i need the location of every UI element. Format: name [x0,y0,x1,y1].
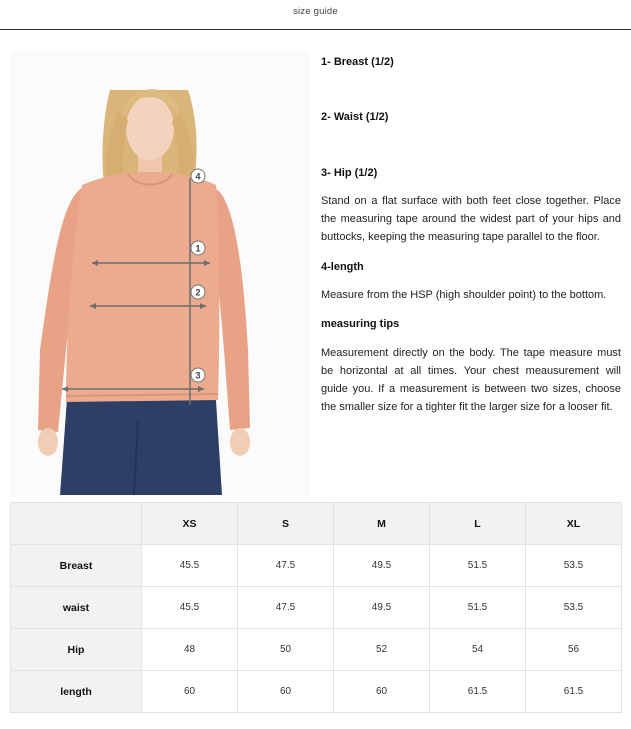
model-figure [10,50,310,495]
table-row [11,629,622,671]
table-cell: 49.5 [334,545,430,587]
table-row [11,587,622,629]
svg-text:3: 3 [195,370,201,381]
marker-2 [191,285,205,299]
table-cell: 61.5 [526,671,622,713]
table-cell: 52 [334,629,430,671]
row-label-breast: Breast [11,545,142,587]
table-row [11,671,622,713]
row-label-hip: Hip [11,629,142,671]
table-cell: 51.5 [430,545,526,587]
svg-text:2: 2 [195,287,201,298]
hip-arrow-left [62,386,68,392]
table-cell: 50 [238,629,334,671]
table-cell: 47.5 [238,587,334,629]
left-hand [38,428,58,456]
marker-1 [191,241,205,255]
table-cell: 51.5 [430,587,526,629]
size-table [10,502,622,713]
table-corner-cell [11,503,142,545]
face [126,96,174,160]
hip-instructions: Stand on a flat surface with both feet close together. Place the measuring tape around the widest part of your hips and buttocks, keeping the measuring tape parallel to the floor. [321,195,621,243]
table-cell: 60 [334,671,430,713]
tips-text: Measurement directly on the body. The tape measure must be horizontal at all times. Your chest meausurement will guide you. If a measurement is between two sizes, choose the smaller size for a tighter fit the larger size for a looser fit. [321,347,621,413]
table-cell: 48 [142,629,238,671]
table-cell: 45.5 [142,587,238,629]
table-cell: 60 [238,671,334,713]
size-header-s: S [238,503,334,545]
size-header-xl: XL [526,503,622,545]
table-cell: 47.5 [238,545,334,587]
table-cell: 60 [142,671,238,713]
size-header-l: L [430,503,526,545]
table-cell: 54 [430,629,526,671]
row-label-waist: waist [11,587,142,629]
size-header-m: M [334,503,430,545]
hip-heading: 3- Hip (1/2) [321,167,378,179]
tips-heading: measuring tips [321,318,400,330]
length-heading: 4-length [321,261,364,273]
right-hand [230,428,250,456]
marker-4 [191,169,205,183]
table-cell: 45.5 [142,545,238,587]
table-header-row [11,503,622,545]
row-label-length: length [11,671,142,713]
marker-3 [191,368,205,382]
table-cell: 49.5 [334,587,430,629]
table-row [11,545,622,587]
table-cell: 61.5 [430,671,526,713]
svg-text:1: 1 [195,243,201,254]
svg-text:4: 4 [195,171,201,182]
header-bar [0,0,631,30]
size-header-xs: XS [142,503,238,545]
breast-heading: 1- Breast (1/2) [321,56,394,68]
length-instructions: Measure from the HSP (high shoulder point) to the bottom. [321,289,607,301]
page-title: size guide [293,6,338,17]
table-cell: 53.5 [526,545,622,587]
waist-heading: 2- Waist (1/2) [321,111,389,123]
measurement-illustration [10,50,310,495]
table-cell: 53.5 [526,587,622,629]
table-cell: 56 [526,629,622,671]
